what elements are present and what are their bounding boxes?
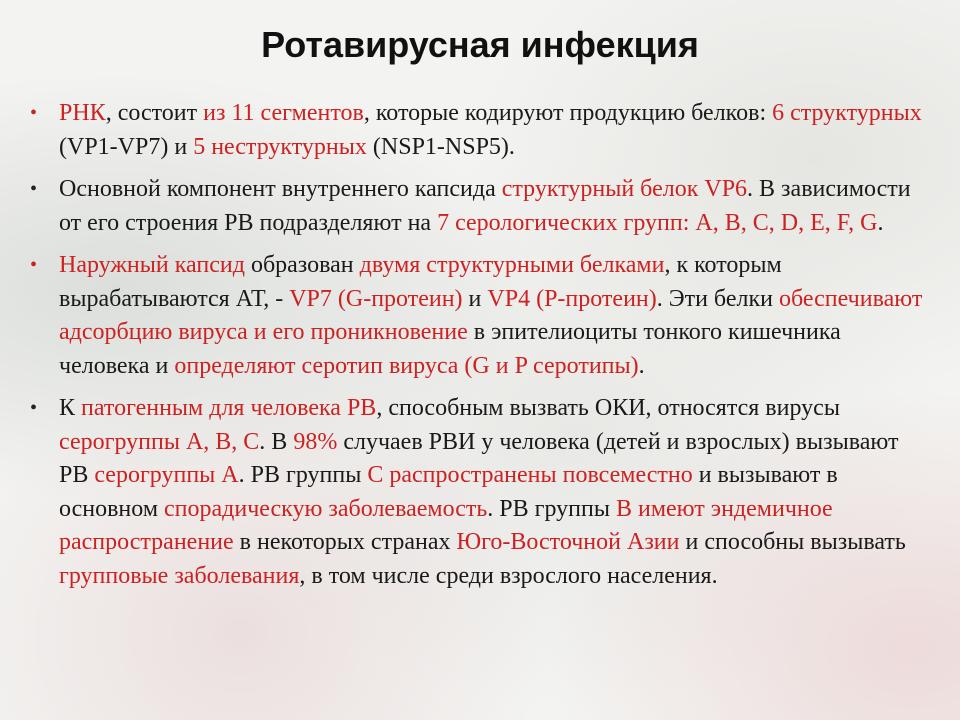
body-text: К [59, 395, 82, 421]
body-text: (NSP1-NSP5). [366, 133, 515, 160]
highlighted-text: 7 серологических групп: A, B, C, D, E, F, G [437, 209, 878, 236]
body-text: случаев РВИ у человека (детей и взрослых) вызывают РВ [59, 428, 899, 488]
slide-title: Ротавирусная инфекция [261, 24, 699, 65]
bullet-marker-icon: • [30, 178, 38, 200]
highlighted-text: обеспечивают адсорбцию вируса и его проникновение [59, 285, 923, 345]
bullet-item [30, 173, 930, 240]
bullet-item [30, 97, 930, 164]
highlighted-text: спорадическую заболеваемость [164, 495, 488, 522]
highlighted-text: серогруппы A, B, C [59, 428, 260, 455]
body-text: , состоит [105, 100, 204, 126]
highlighted-text: двумя структурными белками [359, 252, 665, 278]
body-text: и [462, 285, 488, 312]
body-text: и способны вызывать [679, 529, 906, 555]
bullet-marker-icon: • [30, 254, 38, 276]
body-text: Основной компонент внутреннего капсида [59, 176, 502, 202]
bullet-marker-icon: • [30, 397, 38, 419]
highlighted-text: Наружный капсид [59, 252, 245, 278]
highlighted-text: серогруппы А [94, 462, 239, 488]
body-text: (VP1-VP7) и [59, 133, 194, 160]
body-text: образован [244, 252, 360, 278]
highlighted-text: определяют серотип вируса (G и P серотипы) [174, 352, 639, 379]
body-text: в эпителиоциты тонкого кишечника человека и [59, 319, 841, 379]
body-text: , которые кодируют продукцию белков: [363, 100, 773, 126]
body-text: . В [259, 428, 294, 455]
highlighted-text: 6 структурных [772, 100, 922, 126]
bullet-item [30, 249, 930, 383]
highlighted-text: В имеют эндемичное распространение [59, 495, 833, 555]
body-text: , к которым вырабатываются АТ, - [59, 252, 782, 312]
body-text: . РВ группы [487, 495, 616, 522]
body-text: . В зависимости от его строения РВ подразделяют на [59, 176, 911, 236]
highlighted-text: VP7 (G-протеин) [289, 285, 463, 312]
body-text: . [877, 209, 884, 236]
body-text: . Эти белки [656, 285, 779, 312]
highlighted-text: групповые заболевания [59, 562, 300, 589]
highlighted-text: патогенным для человека РВ [81, 395, 377, 421]
body-text: . [638, 352, 645, 379]
body-text: . РВ группы [238, 462, 368, 488]
highlighted-text: РНК [59, 100, 106, 126]
body-text: , в том числе среди взрослого населения. [299, 562, 718, 589]
highlighted-text: VP4 (P-протеин) [487, 285, 657, 312]
highlighted-text: 5 неструктурных [193, 133, 367, 160]
highlighted-text: из 11 сегментов [203, 100, 364, 126]
highlighted-text: 98% [293, 428, 338, 455]
body-text: и вызывают в основном [59, 462, 838, 522]
bullet-item [30, 392, 930, 593]
bullet-marker-icon: • [30, 102, 38, 124]
highlighted-text: структурный белок VP6 [501, 176, 748, 202]
highlighted-text: Юго-Восточной Азии [456, 529, 680, 555]
body-text: в некоторых странах [233, 529, 457, 555]
body-text: , способным вызвать ОКИ, относятся вирусы [376, 395, 840, 421]
highlighted-text: С распространены повсеместно [367, 462, 693, 488]
bullet-list [30, 97, 930, 602]
